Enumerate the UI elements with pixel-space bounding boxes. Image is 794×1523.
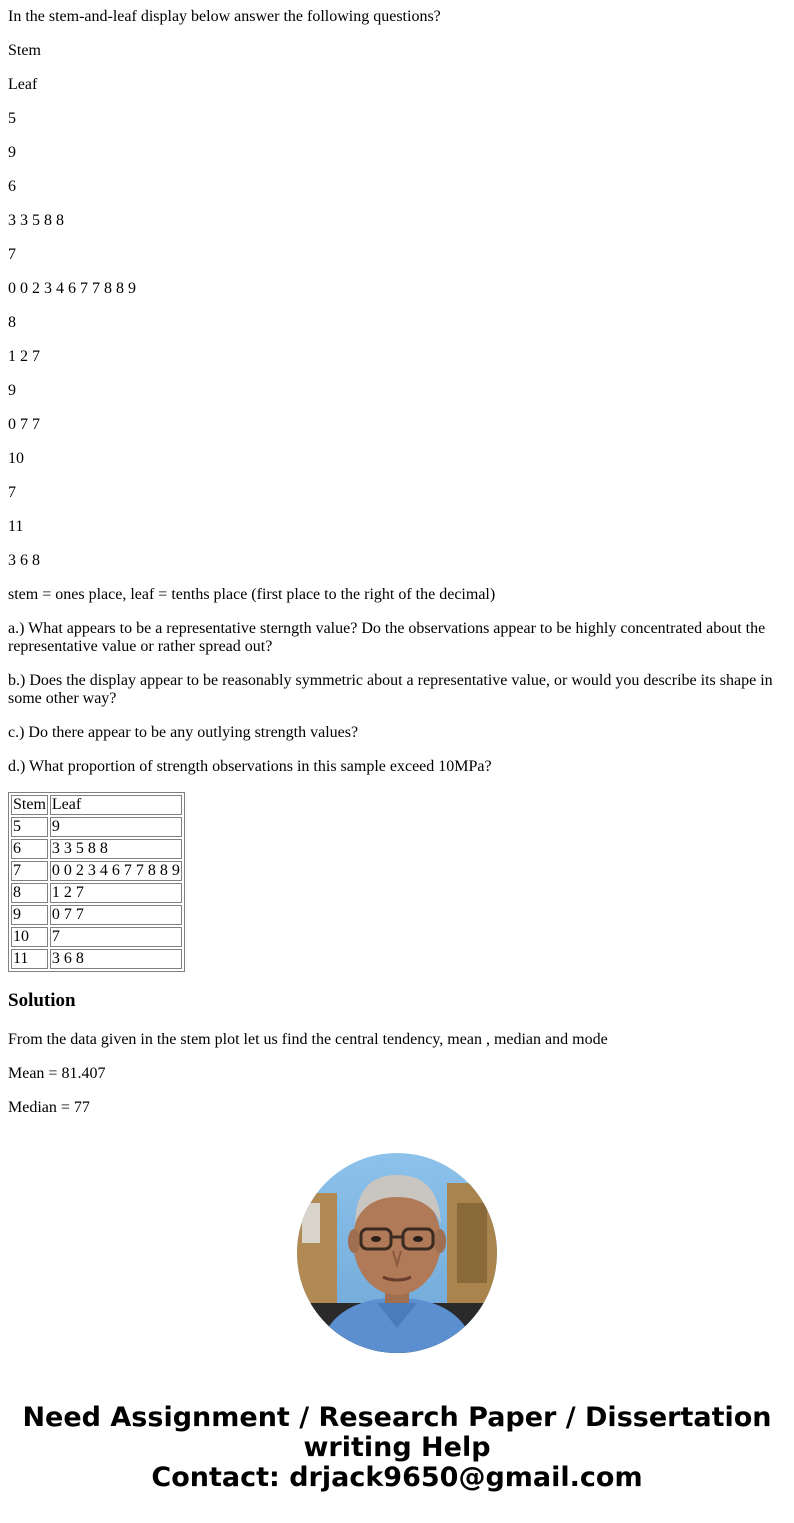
leaf-cell: 3 3 5 8 8 — [50, 839, 182, 859]
plain-row: 7 — [8, 246, 16, 263]
table-row — [11, 883, 182, 903]
promo-banner — [0, 1403, 794, 1493]
leaf-cell: 0 7 7 — [50, 905, 182, 925]
plain-row: 7 — [8, 484, 16, 501]
stem-cell: 8 — [11, 883, 48, 903]
question-part-b: b.) Does the display appear to be reasonably symmetric about a representative value, or would you describe its shape in some other way? — [8, 672, 773, 707]
solution-mean: Mean = 81.407 — [8, 1065, 106, 1082]
plain-row: 8 — [8, 314, 16, 331]
stem-cell: 6 — [11, 839, 48, 859]
table-header-row — [11, 795, 182, 815]
leaf-cell: 9 — [50, 817, 182, 837]
solution-intro: From the data given in the stem plot let us find the central tendency, mean , median and mode — [8, 1031, 608, 1048]
header-stem: Stem — [13, 796, 46, 813]
plain-row: 5 — [8, 110, 16, 127]
leaf-cell: 7 — [50, 927, 182, 947]
plain-row: Stem — [8, 42, 41, 59]
plain-row: 3 6 8 — [8, 552, 40, 569]
stem-cell: 9 — [11, 905, 48, 925]
stem-cell: 11 — [11, 949, 48, 969]
table-row — [11, 861, 182, 881]
leaf-cell: 0 0 2 3 4 6 7 7 8 8 9 — [51, 862, 180, 879]
solution-median: Median = 77 — [8, 1099, 90, 1116]
question-part-d: d.) What proportion of strength observations in this sample exceed 10MPa? — [8, 758, 492, 775]
plain-row: 1 2 7 — [8, 348, 40, 365]
place-value-note: stem = ones place, leaf = tenths place (first place to the right of the decimal) — [8, 586, 496, 603]
promo-contact: Contact: drjack9650@gmail.com — [151, 1462, 643, 1493]
table-row — [11, 927, 182, 947]
table-row — [11, 905, 182, 925]
table-row — [11, 839, 182, 859]
question-intro: In the stem-and-leaf display below answer the following questions? — [8, 8, 441, 25]
table-row — [11, 817, 182, 837]
leaf-cell: 1 2 7 — [50, 883, 182, 903]
promo-line-1: Need Assignment / Research Paper / Dissertation — [22, 1402, 772, 1433]
author-avatar — [297, 1153, 497, 1353]
question-part-c: c.) Do there appear to be any outlying strength values? — [8, 724, 359, 741]
solution-heading: Solution — [8, 990, 76, 1011]
plain-row: 9 — [8, 382, 16, 399]
promo-line-2: writing Help — [303, 1432, 491, 1463]
stem-cell: 5 — [11, 817, 48, 837]
plain-row: 0 0 2 3 4 6 7 7 8 8 9 — [8, 280, 136, 297]
plain-row: Leaf — [8, 76, 38, 93]
plain-row: 10 — [8, 450, 24, 467]
stem-leaf-table — [8, 792, 185, 972]
table-row — [11, 949, 182, 969]
stem-cell: 10 — [11, 927, 48, 947]
leaf-cell: 3 6 8 — [50, 949, 182, 969]
person-portrait-icon — [297, 1153, 497, 1353]
plain-row: 11 — [8, 518, 24, 535]
plain-row: 3 3 5 8 8 — [8, 212, 64, 229]
plain-row: 9 — [8, 144, 16, 161]
question-part-a: a.) What appears to be a representative sterngth value? Do the observations appear to be highly concentrated about the representative value or rather spread out? — [8, 620, 766, 655]
header-leaf: Leaf — [50, 795, 182, 815]
plain-row: 6 — [8, 178, 16, 195]
stem-cell: 7 — [11, 861, 48, 881]
plain-row: 0 7 7 — [8, 416, 40, 433]
